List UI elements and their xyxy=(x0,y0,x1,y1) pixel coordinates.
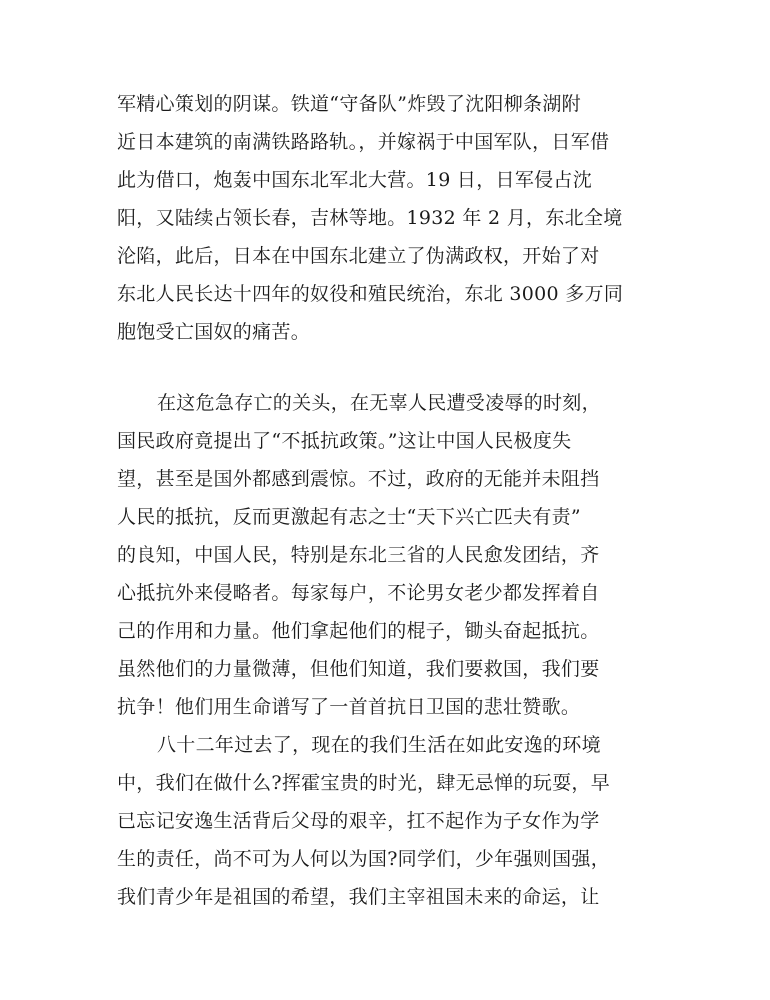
paragraph-2-line-9: 抗争！他们用生命谱写了一首首抗日卫国的悲壮赞歌。 xyxy=(117,696,581,718)
paragraph-1-line-1: 军精心策划的阴谋。铁道“守备队”炸毁了沈阳柳条湖附 xyxy=(117,93,581,115)
paragraph-1-line-7: 胞饱受亡国奴的痛苦。 xyxy=(117,321,311,343)
paragraph-1-line-6: 东北人民长达十四年的奴役和殖民统治，东北 3000 多万同 xyxy=(117,283,624,305)
paragraph-2-line-7: 己的作用和力量。他们拿起他们的棍子，锄头奋起抵抗。 xyxy=(117,620,600,642)
paragraph-3-line-5: 我们青少年是祖国的希望，我们主宰祖国未来的命运，让 xyxy=(117,886,600,908)
paragraph-2-line-2: 国民政府竟提出了“不抵抗政策。”这让中国人民极度失 xyxy=(117,430,572,452)
paragraph-2-line-6: 心抵抗外来侵略者。每家每户，不论男女老少都发挥着自 xyxy=(117,582,600,604)
paragraph-1-line-2: 近日本建筑的南满铁路路轨。，并嫁祸于中国军队，日军借 xyxy=(117,131,610,153)
paragraph-2-line-1: 在这危急存亡的关头，在无辜人民遭受凌辱的时刻， xyxy=(157,392,601,414)
paragraph-2-line-4: 人民的抵抗，反而更激起有志之士“天下兴亡匹夫有责” xyxy=(117,506,581,528)
paragraph-3-line-1: 八十二年过去了，现在的我们生活在如此安逸的环境 xyxy=(157,734,601,756)
paragraph-2-line-8: 虽然他们的力量微薄，但他们知道，我们要救国，我们要 xyxy=(117,658,600,680)
paragraph-3-line-2: 中，我们在做什么?挥霍宝贵的时光，肆无忌惮的玩耍，早 xyxy=(117,772,610,794)
paragraph-3-line-4: 生的责任，尚不可为人何以为国?同学们，少年强则国强， xyxy=(117,848,610,870)
paragraph-1-line-4: 阳，又陆续占领长春，吉林等地。1932 年 2 月，东北全境 xyxy=(117,207,623,229)
paragraph-2-line-5: 的良知，中国人民，特别是东北三省的人民愈发团结，齐 xyxy=(117,544,600,566)
paragraph-2-line-3: 望，甚至是国外都感到震惊。不过，政府的无能并未阻挡 xyxy=(117,468,600,490)
paragraph-1-line-5: 沦陷，此后，日本在中国东北建立了伪满政权，开始了对 xyxy=(117,245,600,267)
paragraph-3-line-3: 已忘记安逸生活背后父母的艰辛，扛不起作为子女作为学 xyxy=(117,810,600,832)
paragraph-1-line-3: 此为借口，炮轰中国东北军北大营。19 日，日军侵占沈 xyxy=(117,169,593,191)
